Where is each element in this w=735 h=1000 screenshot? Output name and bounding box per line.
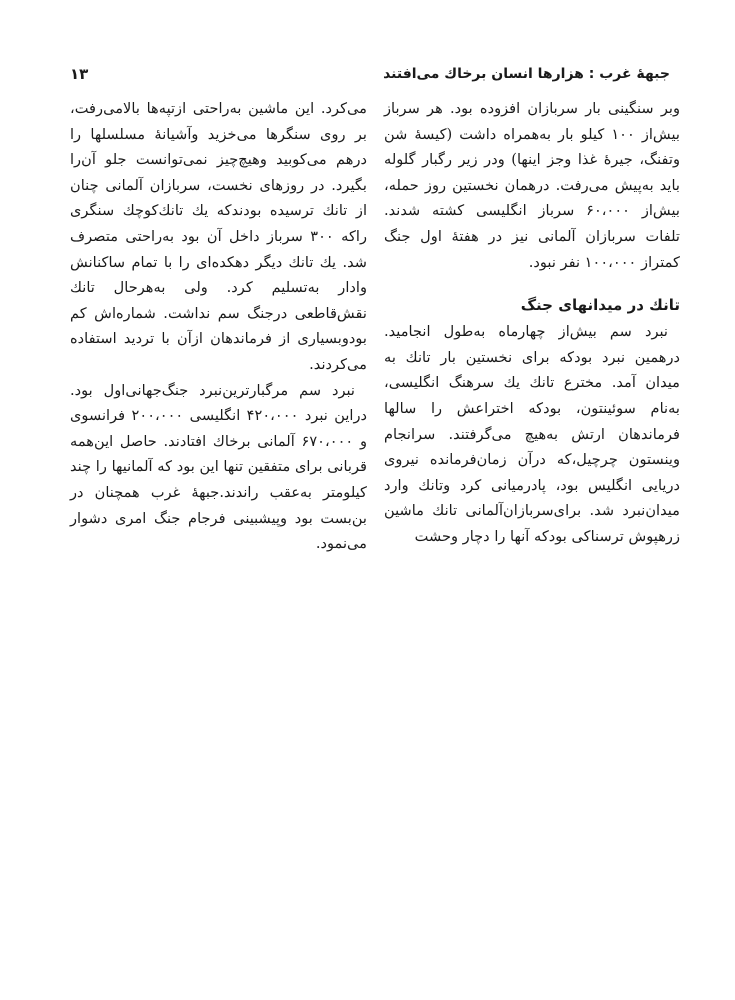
section-title: تانك در میدانهای جنگ: [520, 296, 680, 315]
right-column: [384, 96, 680, 550]
left-column: [70, 96, 367, 557]
left-paragraph-2: نبرد سم مرگبارترین‌نبرد جنگ‌جهانی‌اول بود. دراین نبرد ۴۲۰،۰۰۰ انگلیسی ۲۰۰،۰۰۰ فرانسوی و ۶۷۰،۰۰۰ آلمانی برخاك افتادند. حاصل این‌همه قربانی برای متفقین تنها این بود که آلمانیها را چند کیلومتر به‌عقب راندند.جبهۀ غرب همچنان در بن‌بست بود وپیشبینی فرجام جنگ امری دشوار می‌نمود.: [70, 381, 368, 553]
running-title: جبهۀ غرب : هزارها انسان برخاك مى‌افتند: [383, 66, 670, 82]
page-header: [70, 62, 670, 88]
right-paragraph-2: نبرد سم بیش‌از چهارماه به‌طول انجامید. درهمین نبرد بودکه برای نخستین بار تانك به میدان آمد. مخترع تانك یك سرهنگ انگلیسی، به‌نام سوئینتون، بودکه اختراعش را سالها فرماندهان ارتش به‌هیچ می‌گرفتند. سرانجام وینستون چرچیل،که درآن زمان‌فرمانده نیروی دریایی انگلیس بود، پادرمیانی کرد وتانك وارد میدان‌نبرد شد. برای‌سربازان‌آلمانی تانك ماشین زرهپوش ترسناکی بودکه آنها را دچار وحشت: [384, 323, 680, 545]
right-paragraph-1: وبر سنگینی بار سربازان افزوده بود. هر سرباز بیش‌از ۱۰۰ کیلو بار به‌همراه داشت (کیسۀ شن وتفنگ، جیرۀ غذا وجز اینها) ودر زیر رگبار گلوله باید به‌پیش می‌رفت. درهمان نخستین روز حمله، بیش‌از ۶۰،۰۰۰ سرباز انگلیسی کشته شدند. تلفات سربازان آلمانی نیز در هفتۀ اول جنگ کمتراز ۱۰۰،۰۰۰ نفر نبود.: [384, 100, 680, 271]
page-number: ۱۳: [70, 65, 89, 83]
left-paragraph-1: می‌کرد. این ماشین به‌راحتی ازتپه‌ها بالامی‌رفت، بر روی سنگرها می‌خزید وآشیانۀ مسلسلها را درهم می‌کوبید وهیچ‌چیز نمی‌توانست جلو آن‌را بگیرد. در روزهای نخست، سربازان آلمانی چنان از تانك ترسیده بودندکه یك تانك‌کوچك سنگری راکه ۳۰۰ سرباز داخل آن بود به‌راحتی متصرف شد. یك تانك دیگر دهکده‌ای را با تمام ساکنانش وادار به‌تسلیم کرد. ولی به‌هرحال تانك نقش‌قاطعی درجنگ سم نداشت. شماره‌اش کم بودوبسیاری از فرماندهان ازآن با تردید استفاده می‌کردند.: [70, 100, 367, 373]
